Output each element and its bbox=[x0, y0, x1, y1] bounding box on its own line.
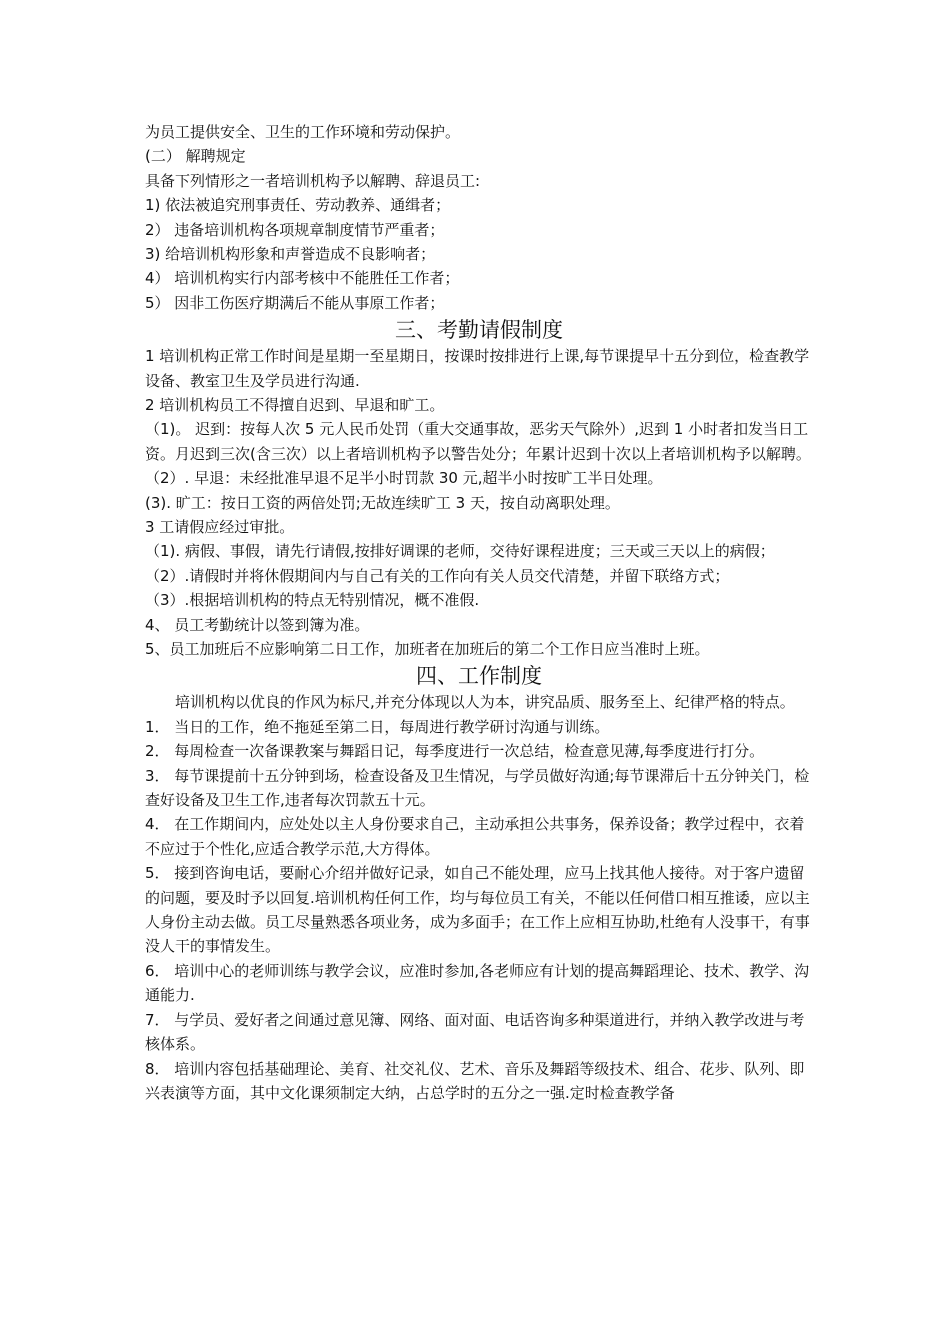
paragraph: 4． 在工作期间内，应处处以主人身份要求自己，主动承担公共事务，保养设备；教学过程中，衣着不应过于个性化,应适合教学示范,大方得体。 bbox=[145, 815, 805, 858]
section-heading-attendance: 三、考勤请假制度 bbox=[395, 318, 563, 343]
paragraph: （1)。 迟到：按每人次 5 元人民币处罚（重大交通事故，恶劣天气除外）,迟到 1 小时者扣发当日工资。月迟到三次(含三次）以上者培训机构予以警告处分；年累计迟到十次以上者培训机构予以解聘。 bbox=[145, 420, 811, 463]
paragraph: 3 工请假应经过审批。 bbox=[145, 517, 295, 536]
list-item: 4） 培训机构实行内部考核中不能胜任工作者； bbox=[145, 269, 460, 288]
work-rules-section bbox=[145, 690, 813, 1105]
paragraph: 1． 当日的工作，绝不拖延至第二日，每周进行教学研讨沟通与训练。 bbox=[145, 717, 610, 736]
paragraph: 5、员工加班后不应影响第二日工作，加班者在加班后的第二个工作日应当准时上班。 bbox=[145, 640, 710, 658]
subsection-title: (二） 解聘规定 bbox=[145, 147, 246, 166]
paragraph: （2）.请假时并将休假期间内与自己有关的工作向有关人员交代清楚，并留下联络方式； bbox=[145, 566, 730, 585]
paragraph: 8． 培训内容包括基础理论、美育、社交礼仪、艺术、音乐及舞蹈等级技术、组合、花步、队列、即兴表演等方面，其中文化课须制定大纳，占总学时的五分之一强.定时检查教学备 bbox=[145, 1059, 805, 1102]
intro-paragraph: 培训机构以优良的作风为标尺,并充分体现以人为本，讲究品质、服务至上、纪律严格的特点。 bbox=[175, 693, 795, 712]
paragraph: 4、 员工考勤统计以签到簿为准。 bbox=[145, 615, 370, 634]
paragraph: 2． 每周检查一次备课教案与舞蹈日记，每季度进行一次总结，检查意见薄,每季度进行打分。 bbox=[145, 742, 765, 761]
paragraph: 3． 每节课提前十五分钟到场，检查设备及卫生情况，与学员做好沟通;每节课滞后十五分钟关门，检查好设备及卫生工作,违者每次罚款五十元。 bbox=[145, 766, 810, 810]
dismissal-section bbox=[145, 120, 813, 315]
paragraph: （3）.根据培训机构的特点无特别情况，概不准假. bbox=[145, 591, 480, 610]
attendance-section bbox=[145, 344, 813, 661]
list-item: 5） 因非工伤医疗期满后不能从事原工作者； bbox=[145, 293, 445, 312]
paragraph: （2）. 早退：未经批准早退不足半小时罚款 30 元,超半小时按旷工半日处理。 bbox=[145, 469, 663, 488]
paragraph: 5． 接到咨询电话，要耐心介绍并做好记录，如自己不能处理，应马上找其他人接待。对于客户遗留的问题，要及时予以回复.培训机构任何工作，均与每位员工有关，不能以任何借口相互推诿，应以主人身份主动去做。员工尽量熟悉各项业务，成为多面手；在工作上应相互协助,杜绝有人没事干，有事没人干的事情发生。 bbox=[145, 864, 810, 956]
list-item: 1) 依法被追究刑事责任、劳动教养、通缉者； bbox=[145, 196, 451, 215]
paragraph: 7． 与学员、爱好者之间通过意见簿、网络、面对面、电话咨询多种渠道进行，并纳入教学改进与考核体系。 bbox=[145, 1010, 805, 1054]
paragraph: (3). 旷工：按日工资的两倍处罚;无故连续旷工 3 天，按自动离职处理。 bbox=[145, 493, 620, 512]
text-line: 为员工提供安全、卫生的工作环境和劳动保护。 bbox=[145, 123, 461, 141]
list-item: 2） 违备培训机构各项规章制度情节严重者； bbox=[145, 220, 445, 239]
paragraph: 2 培训机构员工不得擅自迟到、早退和旷工。 bbox=[145, 395, 445, 414]
paragraph: 1 培训机构正常工作时间是星期一至星期日，按课时按排进行上课,每节课提早十五分到位，检查教学设备、教室卫生及学员进行沟通. bbox=[145, 347, 810, 390]
text-line: 具备下列情形之一者培训机构予以解聘、辞退员工: bbox=[145, 171, 481, 190]
list-item: 3) 给培训机构形象和声誉造成不良影响者； bbox=[145, 244, 436, 263]
section-heading-work-rules: 四、工作制度 bbox=[416, 664, 542, 689]
paragraph: 6． 培训中心的老师训练与教学会议，应准时参加,各老师应有计划的提高舞蹈理论、技术、教学、沟通能力. bbox=[145, 961, 810, 1005]
document-page bbox=[145, 120, 813, 1105]
paragraph: （1). 病假、事假，请先行请假,按排好调课的老师，交待好课程进度；三天或三天以上的病假； bbox=[145, 542, 775, 561]
